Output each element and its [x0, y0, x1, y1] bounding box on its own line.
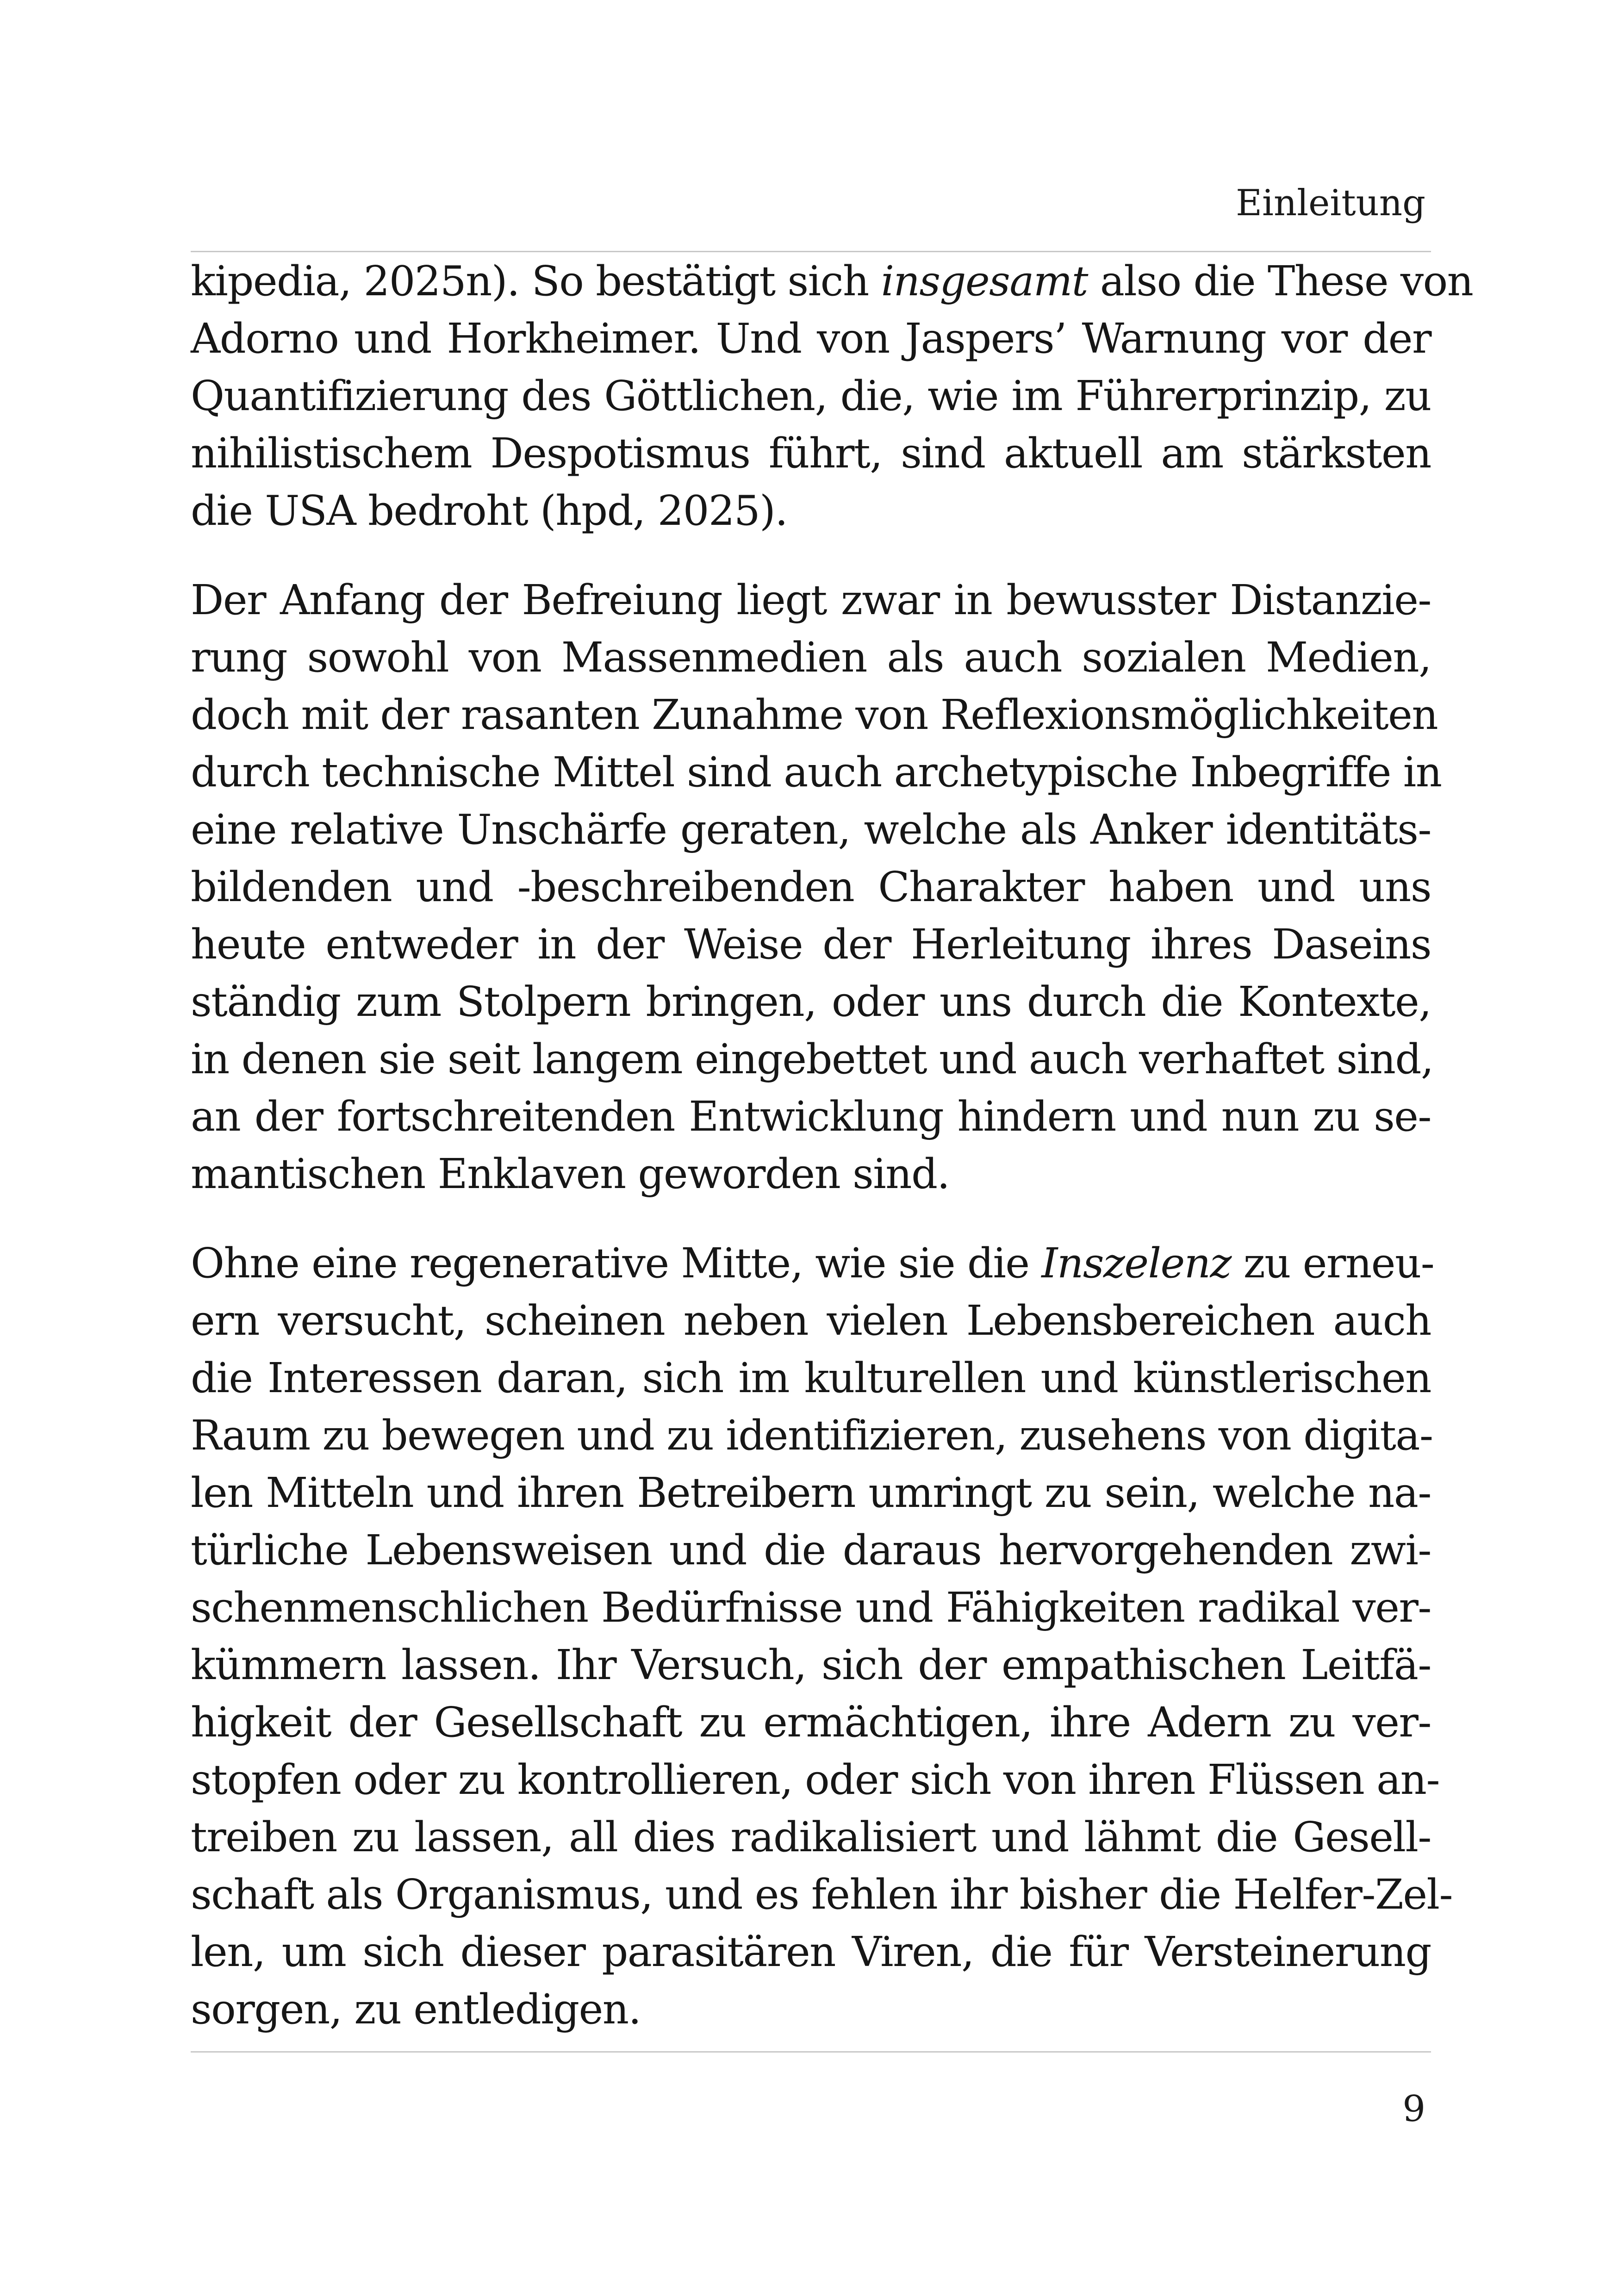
emphasis-word: insgesamt [881, 257, 1088, 305]
text-line: türliche Lebensweisen und die daraus hervorgehenden zwi- [191, 1526, 1431, 1574]
text-line: durch technische Mittel sind auch archetypische Inbegriffe in [191, 748, 1442, 796]
text-line: bildenden und -beschreibenden Charakter haben und uns [191, 863, 1431, 911]
text-line: rung sowohl von Massenmedien als auch sozialen Medien, [191, 633, 1431, 681]
text-line: die Interessen daran, sich im kulturellen und künstlerischen [191, 1354, 1431, 1402]
body-text [191, 252, 1473, 2038]
text-line: len, um sich dieser parasitären Viren, die für Versteinerung [191, 1928, 1431, 1976]
text-line: higkeit der Gesellschaft zu ermächtigen, ihre Adern zu ver- [191, 1698, 1431, 1746]
text-line: ern versucht, scheinen neben vielen Lebensbereichen auch [191, 1296, 1431, 1344]
text-line: an der fortschreitenden Entwicklung hindern und nun zu se- [191, 1092, 1431, 1140]
text-line: ständig zum Stolpern bringen, oder uns durch die Kontexte, [191, 977, 1431, 1026]
text-line: schenmenschlichen Bedürfnisse und Fähigkeiten radikal ver- [191, 1583, 1431, 1631]
text-line: nihilistischem Despotismus führt, sind aktuell am stärksten [191, 429, 1431, 477]
text-line: Der Anfang der Befreiung liegt zwar in bewusster Distanzie- [191, 576, 1431, 624]
text-line: in denen sie seit langem eingebettet und auch verhaftet sind, [191, 1035, 1433, 1083]
text-line: kümmern lassen. Ihr Versuch, sich der empathischen Leitfä- [191, 1641, 1431, 1689]
text-line: kipedia, 2025n). So bestätigt sich insgesamt also die These von [191, 257, 1473, 305]
text-line: Ohne eine regenerative Mitte, wie sie die Inszelenz zu erneu- [191, 1239, 1434, 1287]
text-line: Raum zu bewegen und zu identifizieren, zusehens von digita- [191, 1411, 1433, 1459]
text-line: Quantifizierung des Göttlichen, die, wie im Führerprinzip, zu [191, 372, 1431, 420]
text-line: heute entweder in der Weise der Herleitung ihres Daseins [191, 920, 1431, 968]
text-line: die USA bedroht (hpd, 2025). [191, 486, 788, 535]
paragraph-gap [191, 539, 1431, 571]
paragraph-gap [191, 1202, 1431, 1234]
text-line: stopfen oder zu kontrollieren, oder sich von ihren Flüssen an- [191, 1755, 1440, 1804]
emphasis-word: Inszelenz [1041, 1239, 1231, 1287]
footer-rule [191, 2051, 1431, 2053]
text-line: treiben zu lassen, all dies radikalisiert und lähmt die Gesell- [191, 1813, 1431, 1861]
running-head: Einleitung [1236, 182, 1425, 224]
text-line: len Mitteln und ihren Betreibern umringt zu sein, welche na- [191, 1468, 1431, 1517]
text-line: mantischen Enklaven geworden sind. [191, 1150, 950, 1198]
text-line: Adorno und Horkheimer. Und von Jaspers’ Warnung vor der [191, 314, 1431, 362]
text-line: eine relative Unschärfe geraten, welche als Anker identitäts- [191, 805, 1431, 853]
text-line: doch mit der rasanten Zunahme von Reflexionsmöglichkeiten [191, 691, 1438, 739]
text-line: schaft als Organismus, und es fehlen ihr bisher die Helfer-Zel- [191, 1870, 1453, 1918]
text-line: sorgen, zu entledigen. [191, 1985, 641, 2033]
page-number: 9 [1402, 2088, 1425, 2130]
